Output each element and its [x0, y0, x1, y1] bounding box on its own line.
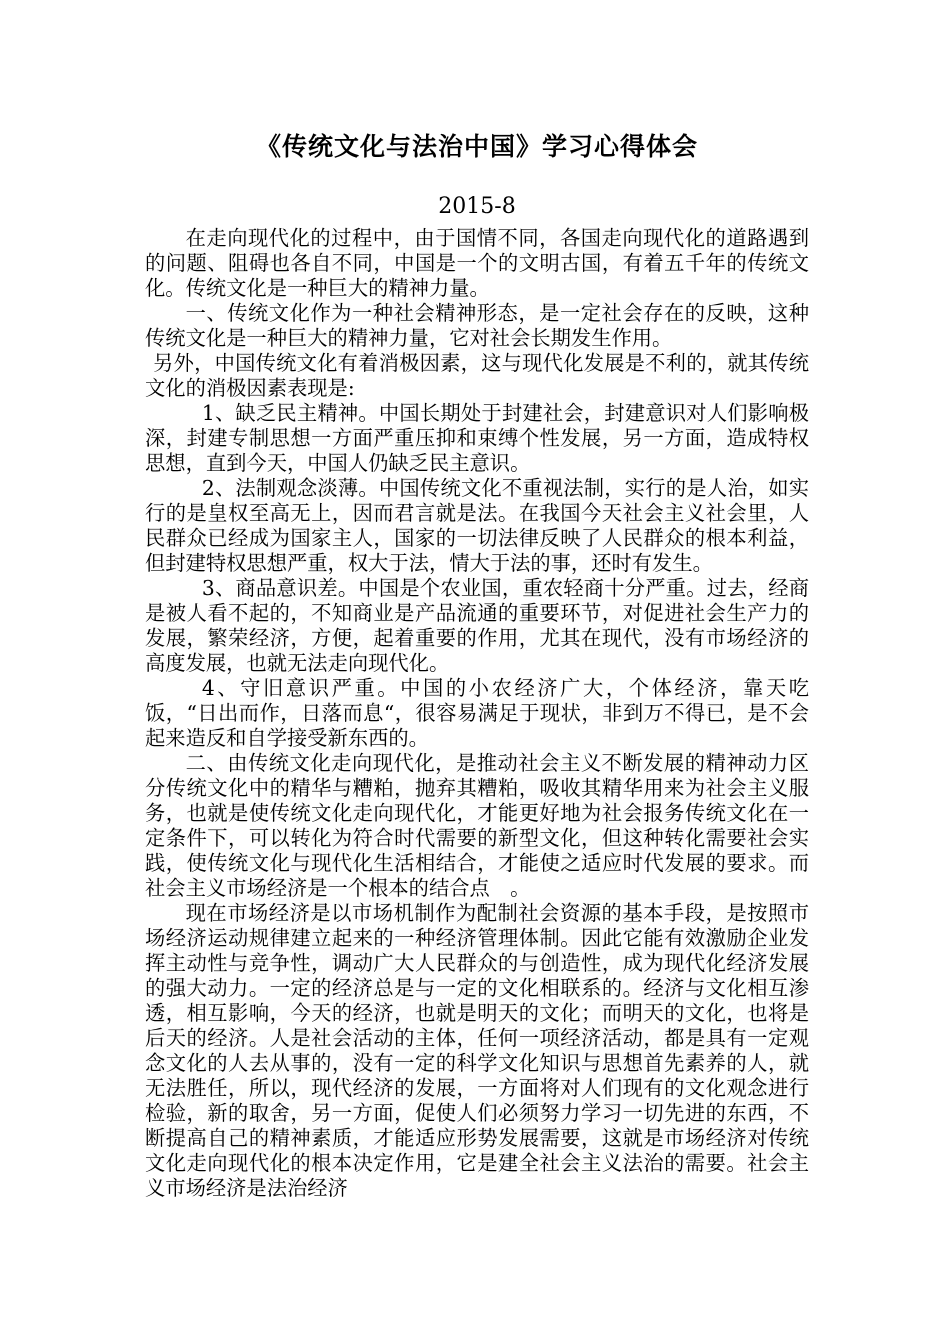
paragraph-negative-factors: 另外，中国传统文化有着消极因素，这与现代化发展是不利的，就其传统文化的消极因素表现是: [145, 351, 809, 400]
paragraph-item-2: 2、法制观念淡薄。中国传统文化不重视法制，实行的是人治，如实行的是皇权至高无上，因而君言就是法。在我国今天社会主义社会里，人民群众已经成为国家主人，国家的一切法律反映了人民群众的根本利益，但封建特权思想严重，权大于法，情大于法的事，还时有发生。 [145, 476, 809, 575]
paragraph-market-economy: 现在市场经济是以市场机制作为配制社会资源的基本手段，是按照市场经济运动规律建立起来的一种经济管理体制。因此它能有效激励企业发挥主动性与竞争性，调动广大人民群众的与创造性，成为现代化经济发展的强大动力。一定的经济总是与一定的文化相联系的。经济与文化相互渗透，相互影响，今天的经济，也就是明天的文化；而明天的文化，也将是后天的经济。人是社会活动的主体，任何一项经济活动，都是具有一定观念文化的人去从事的，没有一定的科学文化知识与思想首先素养的人，就无法胜任，所以，现代经济的发展，一方面将对人们现有的文化观念进行检验，新的取舍，另一方面，促使人们必须努力学习一切先进的东西，不断提高自己的精神素质，才能适应形势发展需要，这就是市场经济对传统文化走向现代化的根本决定作用，它是建全社会主义法治的需要。社会主义市场经济是法治经济 [145, 901, 809, 1200]
paragraph-section-2: 二、由传统文化走向现代化，是推动社会主义不断发展的精神动力区分传统文化中的精华与糟粕，抛弃其糟粕，吸收其精华用来为社会主义服务，也就是使传统文化走向现代化，才能更好地为社会报务传统文化在一定条件下，可以转化为符合时代需要的新型文化，但这种转化需要社会实践，使传统文化与现代化生活相结合，才能使之适应时代发展的要求。而社会主义市场经济是一个根本的结合点 。 [145, 751, 809, 900]
paragraph-item-1: 1、缺乏民主精神。中国长期处于封建社会，封建意识对人们影响极深，封建专制思想一方面严重压抑和束缚个性发展，另一方面，造成特权思想，直到今天，中国人仍缺乏民主意识。 [145, 401, 809, 475]
document-title: 《传统文化与法治中国》学习心得体会 [255, 132, 698, 161]
document-date: 2015-8 [438, 194, 516, 219]
paragraph-intro: 在走向现代化的过程中，由于国情不同，各国走向现代化的道路遇到的问题、阻碍也各自不同，中国是一个的文明古国，有着五千年的传统文化。传统文化是一种巨大的精神力量。 [145, 226, 809, 300]
paragraph-item-4: 4、守旧意识严重。中国的小农经济广大，个体经济，靠天吃饭，“日出而作，日落而息“，很容易满足于现状，非到万不得已，是不会起来造反和自学接受新东西的。 [145, 676, 809, 750]
paragraph-section-1: 一、传统文化作为一种社会精神形态，是一定社会存在的反映，这种传统文化是一种巨大的精神力量，它对社会长期发生作用。 [145, 301, 809, 350]
document-body [145, 226, 809, 1201]
document-page [145, 124, 809, 1201]
paragraph-item-3: 3、商品意识差。中国是个农业国，重农轻商十分严重。过去，经商是被人看不起的，不知商业是产品流通的重要环节，对促进社会生产力的发展，繁荣经济，方便，起着重要的作用，尤其在现代，没有市场经济的高度发展，也就无法走向现代化。 [145, 576, 809, 675]
